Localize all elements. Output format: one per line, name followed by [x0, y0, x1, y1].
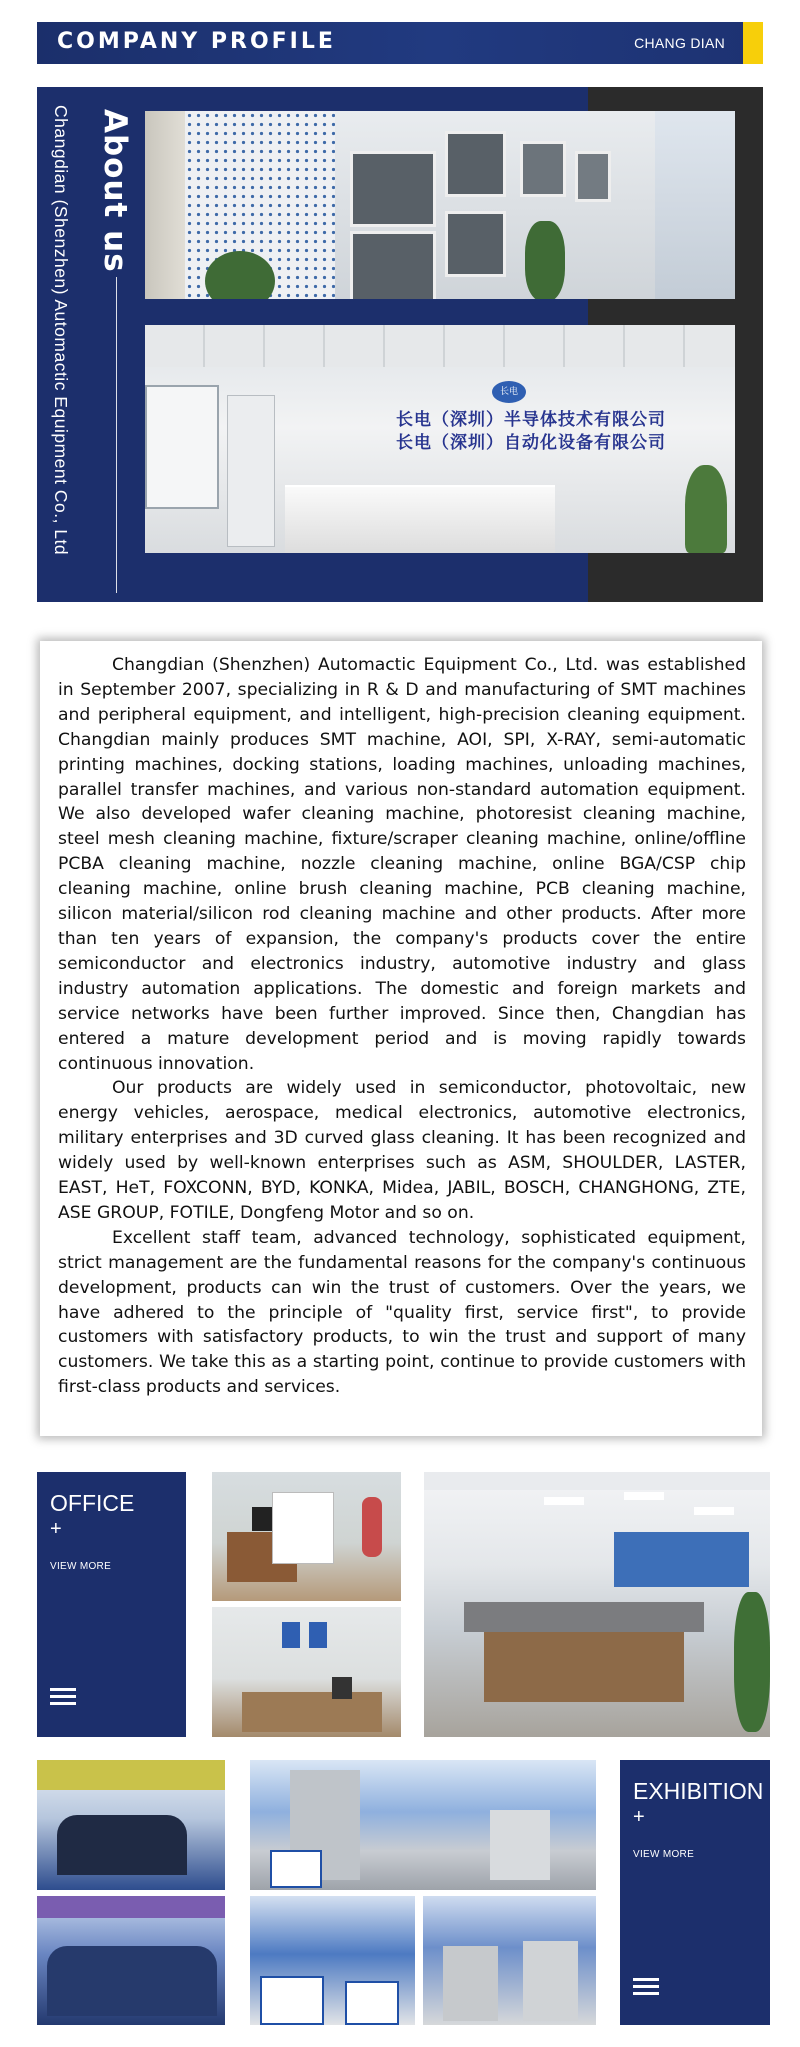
banner-accent-bar [743, 22, 763, 64]
exhibition-photo-booth [250, 1760, 596, 1890]
profile-text-card [40, 641, 762, 1436]
about-us-section [37, 87, 763, 602]
reception-logo: 长电 [492, 381, 526, 403]
wall-sign-line-1: 长电（深圳）半导体技术有限公司 [396, 410, 666, 430]
about-us-heading: About us [97, 109, 133, 273]
office-panel [37, 1472, 186, 1737]
office-photo-open-area [424, 1472, 770, 1737]
wall-sign-line-2: 长电（深圳）自动化设备有限公司 [396, 433, 666, 453]
office-title: OFFICE [50, 1490, 135, 1516]
office-photo-desk [212, 1472, 401, 1601]
about-company-name: Changdian (Shenzhen) Automactic Equipment Co., Ltd [51, 105, 71, 556]
exhibition-view-more-link[interactable]: VIEW MORE [633, 1849, 695, 1860]
exhibition-plus-icon[interactable]: + [633, 1806, 645, 1828]
banner-title: COMPANY PROFILE [57, 29, 336, 54]
office-view-more-link[interactable]: VIEW MORE [50, 1561, 112, 1572]
exhibition-title: EXHIBITION [633, 1778, 764, 1804]
exhibition-panel [620, 1760, 770, 2025]
reception-wall-sign [396, 409, 666, 455]
building-exterior-photo [145, 111, 735, 299]
exhibition-photo-stand [250, 1896, 415, 2025]
company-profile-banner [37, 22, 763, 64]
exhibition-photo-group [37, 1896, 225, 2025]
profile-paragraph-2: Our products are widely used in semiconductor, photovoltaic, new energy vehicles, aerospace, medical electronics, automotive electronics, military enterprises and 3D curved glass cleaning. It has been recognized and widely used by well-known enterprises such as ASM, SHOULDER, LASTER, EAST, HeT, FOXCONN, BYD, KONKA, Midea, JABIL, BOSCH, CHANGHONG, ZTE, ASE GROUP, FOTILE, Dongfeng Motor and so on. [58, 1078, 746, 1223]
profile-text [58, 653, 746, 1400]
office-plus-icon[interactable]: + [50, 1518, 62, 1540]
exhibition-menu-icon[interactable] [633, 1978, 659, 1996]
office-menu-icon[interactable] [50, 1688, 76, 1706]
office-photo-meeting [212, 1607, 401, 1737]
exhibition-photo-machines [423, 1896, 596, 2025]
reception-desk [285, 485, 555, 553]
profile-paragraph-1: Changdian (Shenzhen) Automactic Equipment Co., Ltd. was established in September 2007, specializing in R & D and manufacturing of SMT machines and peripheral equipment, and intelligent, high-precision cleaning equipment. Changdian mainly produces SMT machine, AOI, SPI, X-RAY, semi-automatic printing machines, docking stations, loading machines, unloading machines, parallel transfer machines, and various non-standard automation equipment. We also developed wafer cleaning machine, photoresist cleaning machine, steel mesh cleaning machine, fixture/scraper cleaning machine, online/offline PCBA cleaning machine, nozzle cleaning machine, online BGA/CSP chip cleaning machine, online brush cleaning machine, PCB cleaning machine, silicon material/silicon rod cleaning machine and other products. After more than ten years of expansion, the company's products cover the entire semiconductor and electronics industry, automotive industry and glass industry automation applications. The domestic and foreign markets and service networks have been further improved. Since then, Changdian has entered a mature development period and is moving rapidly towards continuous innovation. [58, 655, 746, 1074]
banner-brand-tag: CHANG DIAN [634, 35, 725, 51]
reception-hall-photo [145, 325, 735, 553]
about-divider [116, 277, 117, 593]
profile-paragraph-3: Excellent staff team, advanced technology, sophisticated equipment, strict management are the fundamental reasons for the company's continuous development, products can win the trust of customers. Over the years, we have adhered to the principle of "quality first, service first", to provide customers with satisfactory products, to win the trust and support of many customers. We take this as a starting point, continue to provide customers with first-class products and services. [58, 1227, 746, 1398]
exhibition-photo-team [37, 1760, 225, 1890]
